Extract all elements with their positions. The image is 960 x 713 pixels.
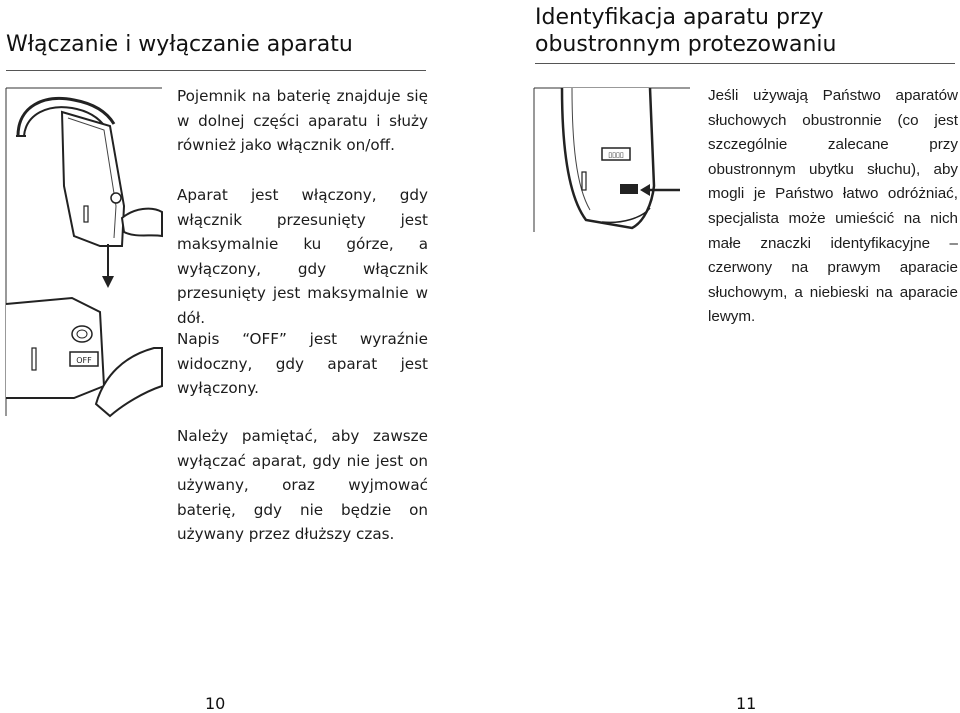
- svg-text:▯▯▯▯: ▯▯▯▯: [608, 151, 624, 159]
- identification-mark-illustration: [532, 86, 692, 236]
- battery-switch-paragraph: Pojemnik na baterię znajduje się w dolnej części aparatu i służy również jako włącznik on/off.: [177, 87, 428, 155]
- heading-rule-left: [6, 70, 426, 71]
- page-number-right: 11: [736, 694, 757, 713]
- switch-position-paragraph: Aparat jest włączony, gdy włącznik przesunięty jest maksymalnie ku górze, a wyłączony, gdy włącznik przesunięty jest maksymalnie w dół.: [177, 186, 428, 327]
- identification-mark-icon: [620, 184, 638, 194]
- off-label-paragraph: Napis “OFF” jest wyraźnie widoczny, gdy aparat jest wyłączony.: [177, 330, 428, 398]
- page-number-left: 10: [205, 694, 226, 713]
- off-label: OFF: [76, 356, 92, 365]
- right-page-heading: Identyfikacja aparatu przy obustronnym protezowaniu: [535, 5, 837, 57]
- turn-off-reminder-paragraph: Należy pamiętać, aby zawsze wyłączać aparat, gdy nie jest on używany, oraz wyjmować baterię, gdy nie będzie on używany przez dłuższy czas.: [177, 427, 428, 544]
- left-page-heading: Włączanie i wyłączanie aparatu: [6, 32, 353, 57]
- heading-rule-right: [535, 63, 955, 64]
- hearing-aid-switch-illustration: [4, 86, 164, 421]
- identification-paragraph: Jeśli używają Państwo aparatów słuchowych obustronnie (co jest szczególnie zalecane przy obustronnym ubytku słuchu), aby mogli je Państwo łatwo odróżniać, specjalista może umieścić na nich małe znaczki identyfikacyjne – czerwony na prawym aparacie słuchowym, a niebieski na aparacie lewym.: [708, 87, 958, 326]
